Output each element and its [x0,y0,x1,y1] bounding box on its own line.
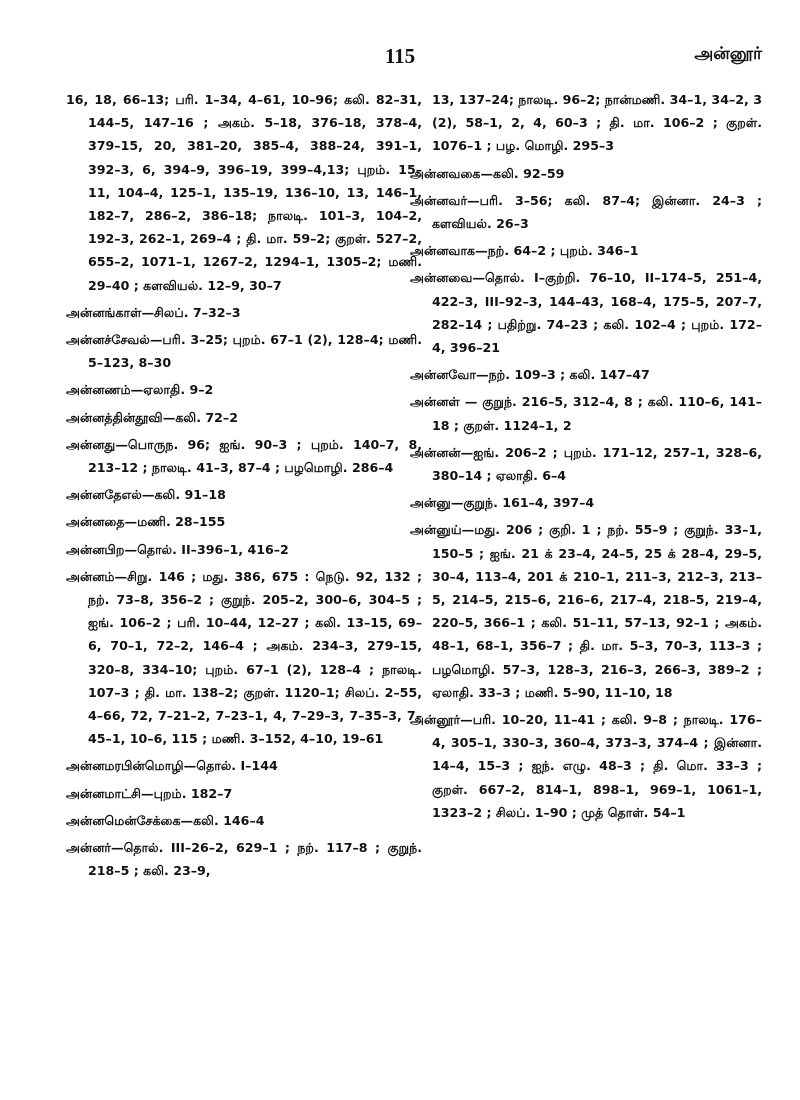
index-entry: அன்னணம்—ஏலாதி. 9–2 [66,382,214,398]
index-entry: அன்னமரபின்மொழி—தொல். I–144 [66,758,278,774]
index-entry: அன்னூர்—பரி. 10–20, 11–41 ; கலி. 9–8 ; நாலடி. 176–4, 305–1, 330–3, 360–4, 373–3, 374–4 ; இன்னா. 14–4, 15–3 ; ஐந். எழு. 48–3 ; தி. மொ. 33–3 ; குறள். 667–2, 814–1, 898–1, 969–1, 1061–1, 1323–2 ; சிலப். 1–90 ; முத் தொள். 54–1 [410,712,762,820]
index-entry: அன்னவகை—கலி. 92–59 [410,165,565,181]
index-entry: அன்னவை—தொல். I–குற்றி. 76–10, II–174–5, 251–4, 422–3, III–92–3, 144–43, 168–4, 175–5, 207–7, 282–14 ; பதிற்று. 74–23 ; கலி. 102–4 ; புறம். 172–4, 396–21 [410,270,762,356]
right-column [410,88,762,828]
index-entry: அன்னதை—மணி. 28–155 [66,514,226,530]
index-entry: அன்னச்சேவல்—பரி. 3–25; புறம். 67–1 (2), 128–4; மணி. 5–123, 8–30 [66,332,422,371]
index-entry: அன்னுய்—மது. 206 ; குறி. 1 ; நற். 55–9 ; குறுந். 33–1, 150–5 ; ஐங். 21 க் 23–4, 24–5, 25 க் 28–4, 29–5, 30–4, 113–4, 201 க் 210–1, 211–3, 212–3, 213–5, 214–5, 215–6, 216–6, 217–4, 218–5, 219–4, 220–5, 366–1 ; கலி. 51–11, 57–13, 92–1 ; அகம். 48–1, 68–1, 356–7 ; தி. மா. 5–3, 70–3, 113–3 ; பழமொழி. 57–3, 128–3, 216–3, 266–3, 389–2 ; ஏலாதி. 33–3 ; மணி. 5–90, 11–10, 18 [410,522,762,700]
index-entry: அன்னபிற—தொல். II–396–1, 416–2 [66,541,289,557]
index-entry: அன்னது—பொருந. 96; ஐங். 90–3 ; புறம். 140–7, 8, 213–12 ; நாலடி. 41–3, 87–4 ; பழமொழி. 286–4 [66,436,422,476]
index-entry: அன்னமாட்சி—புறம். 182–7 [66,785,233,801]
index-entry: அன்னவர்—பரி. 3–56; கலி. 87–4; இன்னா. 24–3 ; களவியல். 26–3 [410,192,762,232]
left-column [66,88,422,887]
index-entry: அன்னர்—தொல். III–26–2, 629–1 ; நற். 117–8 ; குறுந். 218–5 ; கலி. 23–9, [66,840,422,879]
index-entry: அன்னங்காள்—சிலப். 7–32–3 [66,304,241,320]
index-entry: 16, 18, 66–13; பரி. 1–34, 4–61, 10–96; கலி. 82–31, 144–5, 147–16 ; அகம். 5–18, 376–18, 378–4, 379–15, 20, 381–20, 385–4, 388–24, 391–1, 392–3, 6, 394–9, 396–19, 399–4,13; புறம். 15–11, 104–4, 125–1, 135–19, 136–10, 13, 146–1, 182–7, 286–2, 386–18; நாலடி. 101–3, 104–2, 192–3, 262–1, 269–4 ; தி. மா. 59–2; குறள். 527–2, 655–2, 1071–1, 1267–2, 1294–1, 1305–2; மணி. 29–40 ; களவியல். 12–9, 30–7 [66,92,422,293]
index-entry: அன்னன்—ஐங். 206–2 ; புறம். 171–12, 257–1, 328–6, 380–14 ; ஏலாதி. 6–4 [410,444,762,484]
index-entry: அன்னவாக—நற். 64–2 ; புறம். 346–1 [410,243,639,259]
index-entry: அன்னமென்சேக்கை—கலி. 146–4 [66,812,265,828]
index-entry: அன்னதேஎல்—கலி. 91–18 [66,487,226,503]
index-entry: அன்னள் — குறுந். 216–5, 312–4, 8 ; கலி. 110–6, 141–18 ; குறள். 1124–1, 2 [410,394,762,433]
index-entry: அன்னவோ—நற். 109–3 ; கலி. 147–47 [410,367,650,383]
index-entry: அன்னத்தின்தூவி—கலி. 72–2 [66,409,238,425]
running-head: அன்னூர் [694,44,762,64]
index-entry: அன்னு—குறுந். 161–4, 397–4 [410,495,595,511]
page-number: 115 [384,44,416,68]
index-entry: அன்னம்—சிறு. 146 ; மது. 386, 675 : நெடு. 92, 132 ; நற். 73–8, 356–2 ; குறுந். 205–2, 300–6, 304–5 ; ஐங். 106–2 ; பரி. 10–44, 12–27 ; கலி. 13–15, 69–6, 70–1, 72–2, 146–4 ; அகம். 234–3, 279–15, 320–8, 334–10; புறம். 67–1 (2), 128–4 ; நாலடி. 107–3 ; தி. மா. 138–2; குறள். 1120–1; சிலப். 2–55, 4–66, 72, 7–21–2, 7–23–1, 4, 7–29–3, 7–35–3, 7–45–1, 10–6, 115 ; மணி. 3–152, 4–10, 19–61 [66,568,422,747]
index-entry-continued: 13, 137–24; நாலடி. 96–2; நான்மணி. 34–1, 34–2, 3 (2), 58–1, 2, 4, 60–3 ; தி. மா. 106–2 ; குறள். 1076–1 ; பழ. மொழி. 295–3 [432,92,762,154]
